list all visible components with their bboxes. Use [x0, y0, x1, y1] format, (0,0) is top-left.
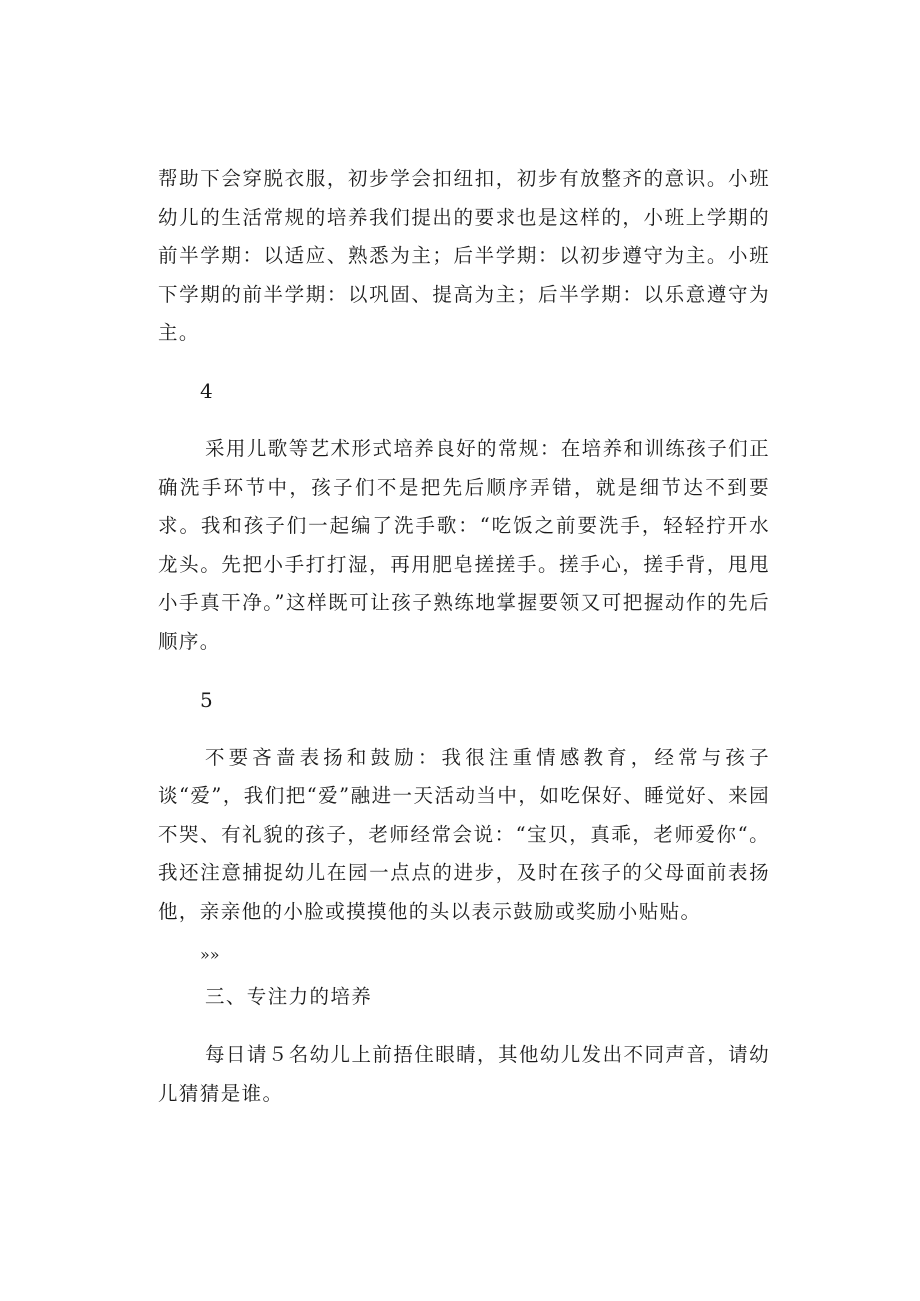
continuation-marker: »»: [200, 944, 220, 964]
document-page: [158, 160, 770, 1113]
item-number-5: 5: [200, 687, 213, 712]
paragraph-praise-encouragement: 不要吝啬表扬和鼓励：我很注重情感教育，经常与孩子谈“爱”，我们把“爱”融进一天活动当中，如吃保好、睡觉好、来园不哭、有礼貌的孩子，老师经常会说：“宝贝，真乖，老师爱你“。我还注意捕捉幼儿在园一点点的进步，及时在孩子的父母面前表扬他，亲亲他的小脸或摸摸他的头以表示鼓励或奖励小贴贴。: [158, 745, 770, 923]
paragraph-handwashing-song: 采用儿歌等艺术形式培养良好的常规：在培养和训练孩子们正确洗手环节中，孩子们不是把先后顺序弄错，就是细节达不到要求。我和孩子们一起编了洗手歌：“吃饭之前要洗手，轻轻拧开水龙头。先把小手打打湿，再用肥皂搓搓手。搓手心，搓手背，甩甩小手真干净。”这样既可让孩子熟练地掌握要领又可把握动作的先后顺序。: [158, 436, 770, 653]
section-heading-attention: 三、专注力的培养: [205, 984, 373, 1008]
item-number-4: 4: [200, 378, 213, 403]
paragraph-dressing-routine: 帮助下会穿脱衣服，初步学会扣纽扣，初步有放整齐的意识。小班幼儿的生活常规的培养我们提出的要求也是这样的，小班上学期的前半学期：以适应、熟悉为主；后半学期：以初步遵守为主。小班下学期的前半学期：以巩固、提高为主；后半学期：以乐意遵守为主。: [158, 167, 770, 345]
paragraph-guess-voice-game: 每日请５名幼儿上前捂住眼睛，其他幼儿发出不同声音，请幼儿猜猜是谁。: [158, 1043, 770, 1105]
